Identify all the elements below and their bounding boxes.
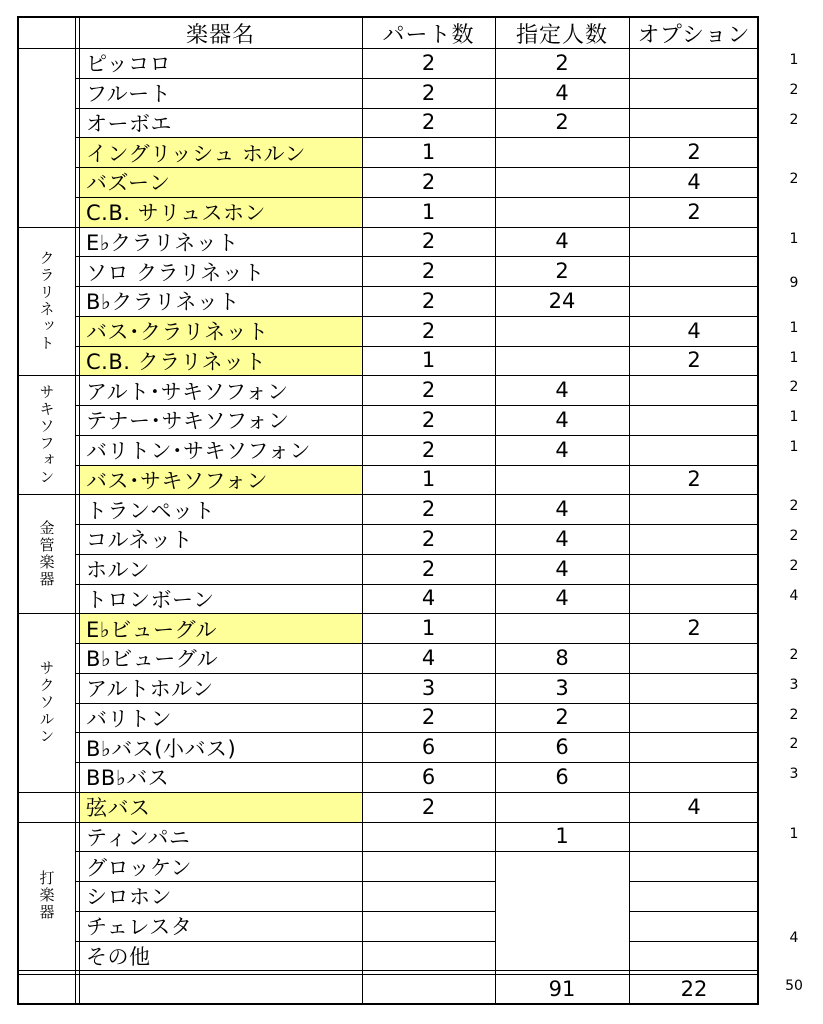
- side-note: 2: [789, 379, 799, 396]
- cell-assigned: 4: [555, 556, 569, 581]
- cell-option: [629, 405, 759, 435]
- cell-parts: 1: [421, 199, 436, 224]
- row-divider: [75, 316, 759, 317]
- side-note: 2: [789, 111, 799, 128]
- instrument-name: C.B. サリュスホン: [80, 198, 361, 227]
- row-divider: [75, 792, 759, 793]
- cell-parts: 2: [421, 705, 436, 730]
- cell-option: [629, 851, 759, 881]
- cell-assigned: 4: [555, 437, 569, 462]
- side-note: 3: [789, 766, 799, 782]
- instrument-name: ピッコロ: [86, 52, 172, 77]
- cell-assigned: 4: [555, 497, 569, 522]
- side-note: 2: [789, 171, 799, 187]
- section-label-text: 打楽器: [37, 870, 56, 922]
- row-divider: [75, 167, 759, 168]
- cell-assigned: [495, 346, 629, 376]
- cell-parts: 2: [421, 437, 436, 462]
- cell-option: 4: [687, 169, 701, 194]
- cell-option: [629, 911, 759, 941]
- instrument-name: バス･クラリネット: [80, 317, 361, 346]
- cell-option: [629, 524, 759, 554]
- row-divider: [629, 911, 759, 912]
- cell-assigned: 2: [555, 50, 569, 75]
- side-note: 4: [789, 929, 799, 946]
- cell-option: [629, 822, 759, 852]
- cell-option: [629, 881, 759, 911]
- side-note: 9: [789, 275, 799, 292]
- side-note: 2: [789, 647, 799, 663]
- cell-parts: 2: [421, 556, 436, 581]
- row-divider: [75, 286, 759, 287]
- cell-parts: [362, 881, 495, 911]
- cell-assigned: [495, 465, 629, 495]
- cell-assigned: 6: [555, 764, 569, 789]
- cell-parts: [362, 822, 495, 852]
- side-note: 2: [789, 557, 799, 574]
- row-divider: [75, 613, 759, 614]
- cell-parts: 2: [421, 407, 436, 432]
- instrument-name: ホルン: [86, 558, 150, 583]
- header-assigned-count: 指定人数: [515, 22, 608, 48]
- cell-parts: 2: [421, 259, 436, 284]
- cell-option: [629, 286, 759, 316]
- row-divider: [75, 881, 495, 882]
- instrument-name: トロンボーン: [86, 587, 215, 612]
- cell-parts: 2: [421, 50, 436, 75]
- row-divider: [629, 941, 759, 942]
- cell-assigned: [495, 316, 629, 346]
- section-label: [19, 613, 75, 792]
- cell-parts: 2: [421, 794, 436, 819]
- side-note: 1: [789, 349, 799, 366]
- instrument-name: トランペット: [86, 498, 215, 523]
- cell-parts: 2: [421, 288, 436, 313]
- row-divider: [75, 137, 759, 138]
- cell-option: [629, 703, 759, 733]
- column-divider: [362, 18, 363, 1003]
- row-divider: [75, 851, 759, 852]
- cell-option: [629, 108, 759, 138]
- cell-option: [629, 584, 759, 614]
- cell-option: 2: [687, 199, 701, 224]
- instrument-name: イングリッシュ ホルン: [80, 138, 361, 167]
- instrument-name: バス･サキソフォン: [80, 466, 361, 495]
- row-divider: [75, 375, 759, 376]
- instrument-name: C.B. クラリネット: [80, 347, 361, 376]
- cell-assigned: 6: [555, 735, 569, 760]
- cell-option: [629, 256, 759, 286]
- instrument-name: その他: [86, 944, 151, 969]
- cell-assigned: [495, 613, 629, 643]
- cell-parts: 2: [421, 80, 436, 105]
- section-label-text: サクソルン: [37, 660, 56, 745]
- section-label-text: サキソフォン: [37, 383, 56, 486]
- cell-parts: 1: [421, 140, 436, 165]
- cell-parts: 2: [421, 229, 436, 254]
- section-label: [19, 494, 75, 613]
- cell-assigned: 24: [548, 288, 576, 313]
- cell-parts: 1: [421, 467, 436, 492]
- side-note: 4: [789, 587, 799, 604]
- cell-option: [629, 762, 759, 792]
- cell-option: [629, 48, 759, 78]
- cell-option: [629, 732, 759, 762]
- side-note: 2: [789, 81, 799, 98]
- cell-parts: [362, 851, 495, 881]
- row-divider: [75, 78, 759, 79]
- cell-option: 2: [687, 348, 701, 373]
- cell-option: [629, 554, 759, 584]
- group-divider: [19, 375, 75, 376]
- total-parts: [362, 974, 495, 1003]
- table-rule: [19, 970, 759, 971]
- instrument-name: E♭ビューグル: [80, 614, 361, 643]
- cell-parts: 2: [421, 110, 436, 135]
- instrument-name: チェレスタ: [86, 915, 193, 940]
- cell-parts: 6: [421, 764, 436, 789]
- row-divider: [75, 524, 759, 525]
- total-option: 22: [680, 976, 708, 1001]
- row-divider: [75, 435, 759, 436]
- cell-assigned: 4: [555, 407, 569, 432]
- row-divider: [75, 465, 759, 466]
- instrument-name: B♭バス(小バス): [86, 736, 237, 761]
- side-note: 1: [789, 319, 799, 336]
- cell-parts: 4: [421, 645, 436, 670]
- cell-assigned: 4: [555, 378, 569, 403]
- cell-assigned: 4: [555, 80, 569, 105]
- cell-assigned: 1: [555, 824, 569, 849]
- column-divider: [79, 18, 80, 1003]
- side-note: 2: [789, 498, 799, 515]
- instrument-name: アルトホルン: [86, 677, 214, 702]
- cell-assigned: 2: [555, 259, 569, 284]
- instrument-name: フルート: [86, 82, 172, 107]
- section-label: [19, 792, 75, 822]
- cell-option: 4: [687, 794, 701, 819]
- cell-option: [629, 643, 759, 673]
- side-note: 2: [789, 736, 799, 753]
- cell-parts: 2: [421, 378, 436, 403]
- instrument-name: グロッケン: [86, 855, 193, 880]
- instrument-name: バリトン･サキソフォン: [86, 439, 311, 464]
- section-label-text: 金管楽器: [37, 519, 56, 588]
- side-note: 1: [789, 409, 799, 425]
- side-note: 1: [789, 438, 799, 455]
- column-divider: [629, 18, 630, 1003]
- row-divider: [75, 256, 759, 257]
- row-divider: [75, 197, 759, 198]
- row-divider: [75, 227, 759, 228]
- cell-assigned: 4: [555, 526, 569, 551]
- row-divider: [75, 703, 759, 704]
- instrument-name: バズーン: [80, 168, 361, 197]
- side-note: 3: [789, 676, 799, 693]
- row-divider: [75, 822, 759, 823]
- row-divider: [75, 584, 759, 585]
- cell-parts: 1: [421, 348, 436, 373]
- total-assigned: 91: [548, 976, 576, 1001]
- row-divider: [75, 405, 759, 406]
- cell-parts: [362, 911, 495, 941]
- cell-option: [629, 375, 759, 405]
- section-label: [19, 48, 75, 227]
- side-note: 1: [789, 230, 799, 247]
- row-divider: [75, 911, 495, 912]
- cell-option: [629, 941, 759, 971]
- cell-parts: [362, 941, 495, 971]
- row-divider: [75, 346, 759, 347]
- row-divider: [75, 762, 759, 763]
- cell-assigned: [495, 197, 629, 227]
- instrument-name: 弦バス: [80, 793, 361, 822]
- cell-assigned: [495, 792, 629, 822]
- instrument-name: アルト･サキソフォン: [86, 379, 289, 404]
- cell-parts: 2: [421, 169, 436, 194]
- group-divider: [19, 494, 75, 495]
- cell-assigned: 4: [555, 586, 569, 611]
- group-divider: [19, 822, 75, 823]
- row-divider: [75, 554, 759, 555]
- column-divider: [75, 18, 76, 1003]
- cell-assigned: 4: [555, 229, 569, 254]
- side-note: 2: [789, 706, 799, 723]
- row-divider: [629, 881, 759, 882]
- cell-parts: 4: [421, 586, 436, 611]
- cell-parts: 1: [421, 616, 436, 641]
- cell-option: 4: [687, 318, 701, 343]
- group-divider: [19, 613, 75, 614]
- instrument-name: バリトン: [86, 706, 172, 731]
- instrument-name: テナー･サキソフォン: [86, 409, 290, 434]
- row-divider: [75, 643, 759, 644]
- section-label-text: クラリネット: [37, 249, 56, 352]
- section-label: [19, 227, 75, 376]
- cell-assigned: 2: [555, 705, 569, 730]
- cell-assigned: 8: [555, 645, 569, 670]
- cell-assigned: [495, 167, 629, 197]
- header-instrument-name: 楽器名: [185, 22, 255, 48]
- side-note: 1: [789, 52, 799, 68]
- table-rule: [19, 48, 759, 49]
- cell-parts: 3: [421, 675, 436, 700]
- cell-parts: 6: [421, 735, 436, 760]
- instrument-table: [17, 16, 759, 1005]
- instrument-name: B♭ビューグル: [86, 647, 219, 672]
- section-label: [19, 375, 75, 494]
- instrument-name: BB♭バス: [86, 766, 170, 791]
- group-divider: [19, 792, 75, 793]
- row-divider: [75, 941, 495, 942]
- header-part-count: パート数: [382, 22, 475, 48]
- cell-option: [629, 227, 759, 257]
- instrument-name: ティンパニ: [86, 825, 191, 850]
- row-divider: [75, 673, 759, 674]
- row-divider: [75, 732, 759, 733]
- header-option: オプション: [637, 22, 751, 48]
- cell-option: [629, 78, 759, 108]
- total-side-note: 50: [785, 978, 803, 995]
- cell-option: 2: [687, 140, 701, 165]
- cell-option: [629, 494, 759, 524]
- cell-assigned: 2: [555, 110, 569, 135]
- cell-assigned: [495, 137, 629, 167]
- instrument-name: E♭クラリネット: [86, 230, 239, 255]
- cell-parts: 2: [421, 526, 436, 551]
- cell-parts: 2: [421, 318, 436, 343]
- row-divider: [75, 494, 759, 495]
- cell-parts: 2: [421, 497, 436, 522]
- cell-assigned: 3: [555, 675, 569, 700]
- instrument-name: コルネット: [86, 528, 193, 553]
- side-note: 2: [789, 528, 799, 544]
- instrument-name: オーボエ: [86, 111, 172, 136]
- section-label: [19, 822, 75, 971]
- row-divider: [75, 108, 759, 109]
- instrument-name: シロホン: [86, 885, 172, 910]
- side-note: 1: [789, 825, 799, 842]
- instrument-name: B♭クラリネット: [86, 290, 240, 315]
- instrument-name: ソロ クラリネット: [86, 260, 265, 285]
- cell-option: 2: [687, 467, 701, 492]
- column-divider: [495, 18, 496, 1003]
- cell-option: 2: [687, 616, 701, 641]
- cell-option: [629, 435, 759, 465]
- cell-option: [629, 673, 759, 703]
- group-divider: [19, 227, 75, 228]
